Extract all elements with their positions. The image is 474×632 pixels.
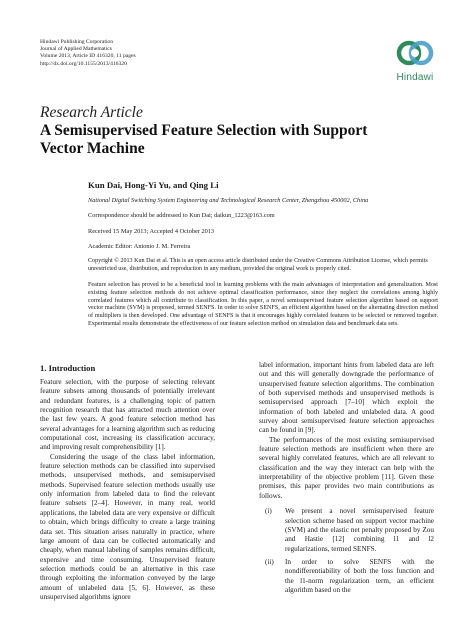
list-item xyxy=(259,558,434,595)
paragraph: Feature selection, with the purpose of selecting relevant feature subsets among thousands of potentially irrelevant and redundant features, is a challenging topic of pattern recognition research that has attracted much attention over the last few years. A good feature selection method has several advantages for a learning algorithm such as reducing computational cost, increasing its classification accuracy, and improving result comprehensibility [1]. xyxy=(40,378,215,452)
journal-name: Journal of Applied Mathematics xyxy=(40,46,112,53)
authors: Kun Dai, Hong-Yi Yu, and Qing Li xyxy=(88,180,219,190)
publisher-name: Hindawi Publishing Corporation xyxy=(40,39,114,45)
received-accepted-dates: Received 15 May 2013; Accepted 4 October 2013 xyxy=(88,228,215,235)
paragraph: label information, important hints from labeled data are left out and this will generally downgrade the performance of unsupervised feature selection algorithms. The combination of both supervised methods and unsupervised methods is semisupervised approach [7–10] which exploit the information of both labeled and unlabeled data. A good survey about semisupervised feature selection approaches can be found in [9]. xyxy=(259,361,434,435)
right-column xyxy=(259,361,434,599)
list-item-number: (ii) xyxy=(265,557,274,566)
volume-info: Volume 2013, Article ID 416320, 11 pages xyxy=(40,53,136,60)
list-item xyxy=(259,507,434,554)
paragraph: Considering the usage of the class label information, feature selection methods can be classified into supervised methods, unsupervised methods, and semisupervised methods. Supervised feature selection methods usually use only information from labeled data to find the relevant feature subsets [2–4]. However, in many real, world applications, the labeled data are very expensive or difficult to obtain, which brings difficulty to create a large training data set. This situation arises naturally in practice, where large amount of data can be collected automatically and cheaply, when manual labeling of samples remains difficult, expensive and time consuming. Unsupervised feature selection methods could be an alternative in this case through exploiting the information conveyed by the large amount of unlabeled data [5, 6]. However, as these unsupervised algorithms ignore xyxy=(40,452,215,601)
academic-editor: Academic Editor: Antonio J. M. Ferreira xyxy=(88,243,191,250)
correspondence: Correspondence should be addressed to Kun Dai; daikun_1223@163.com xyxy=(88,212,275,219)
hindawi-logo xyxy=(392,36,438,86)
abstract: Feature selection has proved to be a beneficial tool in learning problems with the main advantages of interpretation and generalization. Most existing feature selection methods do not achieve optimal classification performance, since they neglect the correlations among highly correlated features which all contribute to classification. In this paper, a novel semisupervised feature selection algorithm based on support vector machine (SVM) is proposed, termed SENFS. In order to solve SENFS, an efficient algorithm based on the alternating direction method of multipliers is then developed. One advantage of SENFS is that it encourages highly correlated features to be selected or removed together. Experimental results demonstrate the effectiveness of our feature selection method on simulation data and benchmark data sets. xyxy=(88,282,438,327)
list-item-number: (i) xyxy=(265,507,272,516)
affiliation: National Digital Switching System Engineering and Technological Research Center, Zhengzhou 450002, China xyxy=(88,197,369,204)
section-heading: 1. Introduction xyxy=(40,363,96,373)
publication-info xyxy=(40,39,136,68)
contribution-list xyxy=(259,507,434,595)
left-column xyxy=(40,378,215,602)
copyright-notice: Copyright © 2013 Kun Dai et al. This is an open access article distributed under the Creative Commons Attribution License, which permits unrestricted use, distribution, and reproduction in any medium, provided the original work is properly cited. xyxy=(88,258,428,272)
paragraph: The performances of the most existing semisupervised feature selection methods are insufficient when there are several highly correlated features, which are all relevant to classification and the way they interact can help with the interpretability of the objective problem [11]. Given these premises, this paper provides two main contributions as follows. xyxy=(259,435,434,500)
doi-link[interactable]: http://dx.doi.org/10.1155/2013/416320 xyxy=(40,60,127,67)
logo-wordmark: Hindawi xyxy=(396,72,434,83)
list-item-text: In order to solve SENFS with the nondifferentiability of both the loss function and the l1-norm regularization term, an efficient algorithm based on the xyxy=(285,557,434,594)
list-item-text: We present a novel semisupervised feature selection scheme based on support vector machine (SVM) and the elastic net penalty proposed by Zou and Hastie [12] combining l1 and l2 regularizations, termed SENFS. xyxy=(285,507,434,553)
hindawi-rings-icon xyxy=(392,36,438,72)
page-title: A Semisupervised Feature Selection with Support Vector Machine xyxy=(40,122,368,157)
article-type: Research Article xyxy=(40,104,143,121)
